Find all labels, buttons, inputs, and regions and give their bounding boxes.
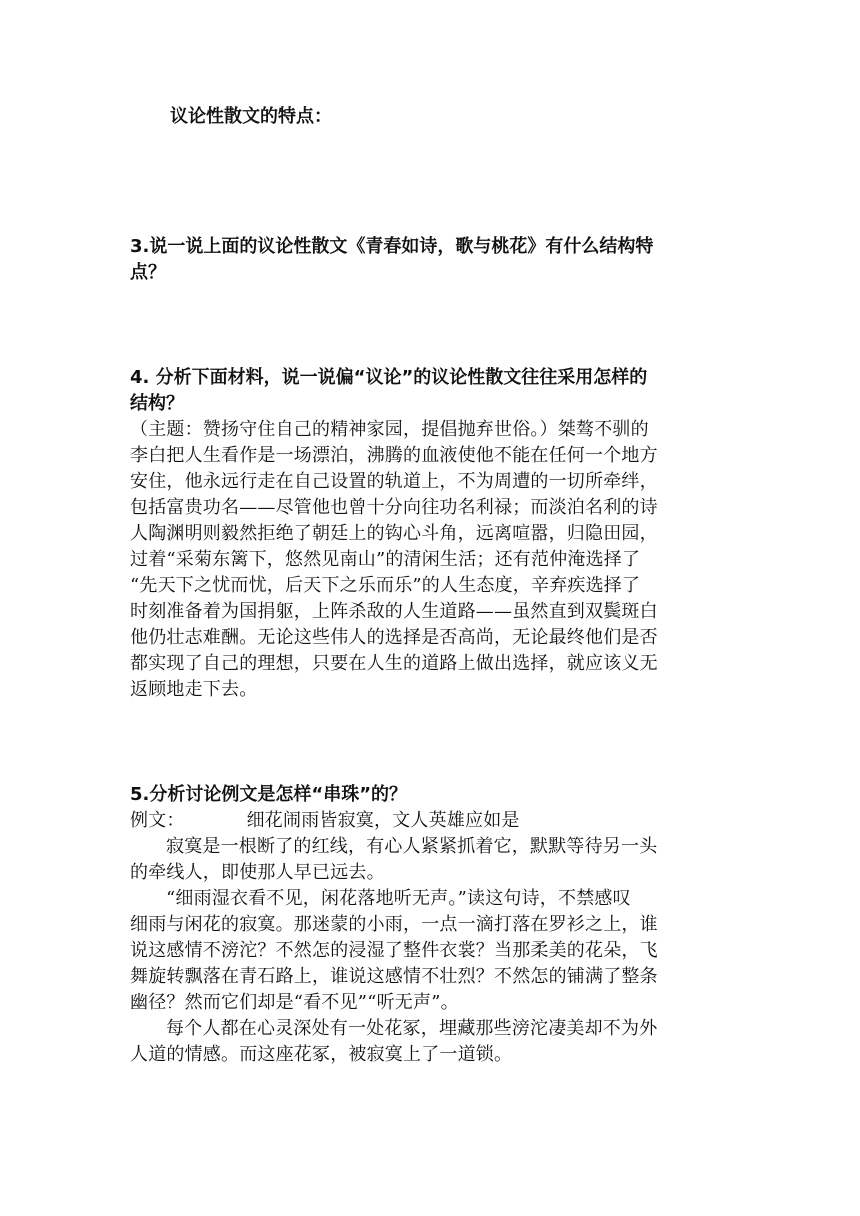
paragraph-line: “细雨湿衣看不见，闲花落地听无声。”读这句诗，不禁感叹	[166, 888, 631, 909]
paragraph-line: 寂寞是一根断了的红线，有心人紧紧抓着它，默默等待另一头	[166, 836, 658, 857]
material-line: （主题：赞扬守住自己的精神家园，提倡抛弃世俗。）桀骜不驯的	[130, 419, 649, 440]
example-paragraph-3	[130, 1016, 730, 1068]
question-4-line-1: 4. 分析下面材料，说一说偏“议论”的议论性散文往往采用怎样的	[130, 367, 648, 388]
material-line: 过着“采菊东篱下，悠然见南山”的清闲生活；还有范仲淹选择了	[130, 549, 641, 570]
material-line: 时刻准备着为国捐躯，上阵杀敌的人生道路——虽然直到双鬓斑白	[130, 601, 658, 622]
paragraph-line: 说这感情不滂沱？不然怎的浸湿了整件衣裳？当那柔美的花朵，飞	[130, 940, 658, 961]
question-4	[130, 365, 730, 703]
example-label: 例文：	[130, 810, 185, 831]
paragraph-line: 人道的情感。而这座花冢，被寂寞上了一道锁。	[130, 1044, 513, 1065]
paragraph-line: 舞旋转飘落在青石路上，谁说这感情不壮烈？不然怎的铺满了整条	[130, 966, 658, 987]
question-4-line-2: 结构？	[130, 393, 184, 414]
material-line: “先天下之忧而忧，后天下之乐而乐”的人生态度，辛弃疾选择了	[130, 575, 641, 596]
paragraph-line: 幽径？然而它们却是“看不见”“听无声”。	[130, 992, 459, 1013]
question-3	[130, 234, 730, 286]
material-line: 李白把人生看作是一场漂泊，沸腾的血液使他不能在任何一个地方	[130, 445, 658, 466]
example-paragraph-1	[130, 834, 730, 886]
example-heading	[130, 808, 730, 834]
question-4-material	[130, 417, 730, 703]
material-line: 包括富贵功名——尽管他也曾十分向往功名利禄；而淡泊名利的诗	[130, 497, 658, 518]
paragraph-line: 每个人都在心灵深处有一处花冢，埋藏那些滂沱凄美却不为外	[166, 1018, 658, 1039]
paragraph-line: 的牵线人，即使那人早已远去。	[130, 862, 385, 883]
question-3-line-1: 3.说一说上面的议论性散文《青春如诗，歌与桃花》有什么结构特	[130, 236, 654, 257]
example-title: 细花闹雨皆寂寞，文人英雄应如是	[246, 810, 520, 831]
material-line: 都实现了自己的理想，只要在人生的道路上做出选择，就应该义无	[130, 653, 658, 674]
question-3-line-2: 点？	[130, 262, 166, 283]
material-line: 安住，他永远行走在自己设置的轨道上，不为周遭的一切所牵绊，	[130, 471, 658, 492]
question-5-title: 5.分析讨论例文是怎样“串珠”的？	[130, 784, 408, 805]
material-line: 他仍壮志难酬。无论这些伟人的选择是否高尚，无论最终他们是否	[130, 627, 658, 648]
example-paragraph-2	[130, 886, 730, 1016]
paragraph-line: 细雨与闲花的寂寞。那迷蒙的小雨，一点一滴打落在罗衫之上，谁	[130, 914, 658, 935]
material-line: 返顾地走下去。	[130, 679, 258, 700]
section-title: 议论性散文的特点：	[170, 106, 332, 127]
question-5	[130, 782, 730, 1068]
material-line: 人陶渊明则毅然拒绝了朝廷上的钩心斗角，远离喧嚣，归隐田园，	[130, 523, 658, 544]
